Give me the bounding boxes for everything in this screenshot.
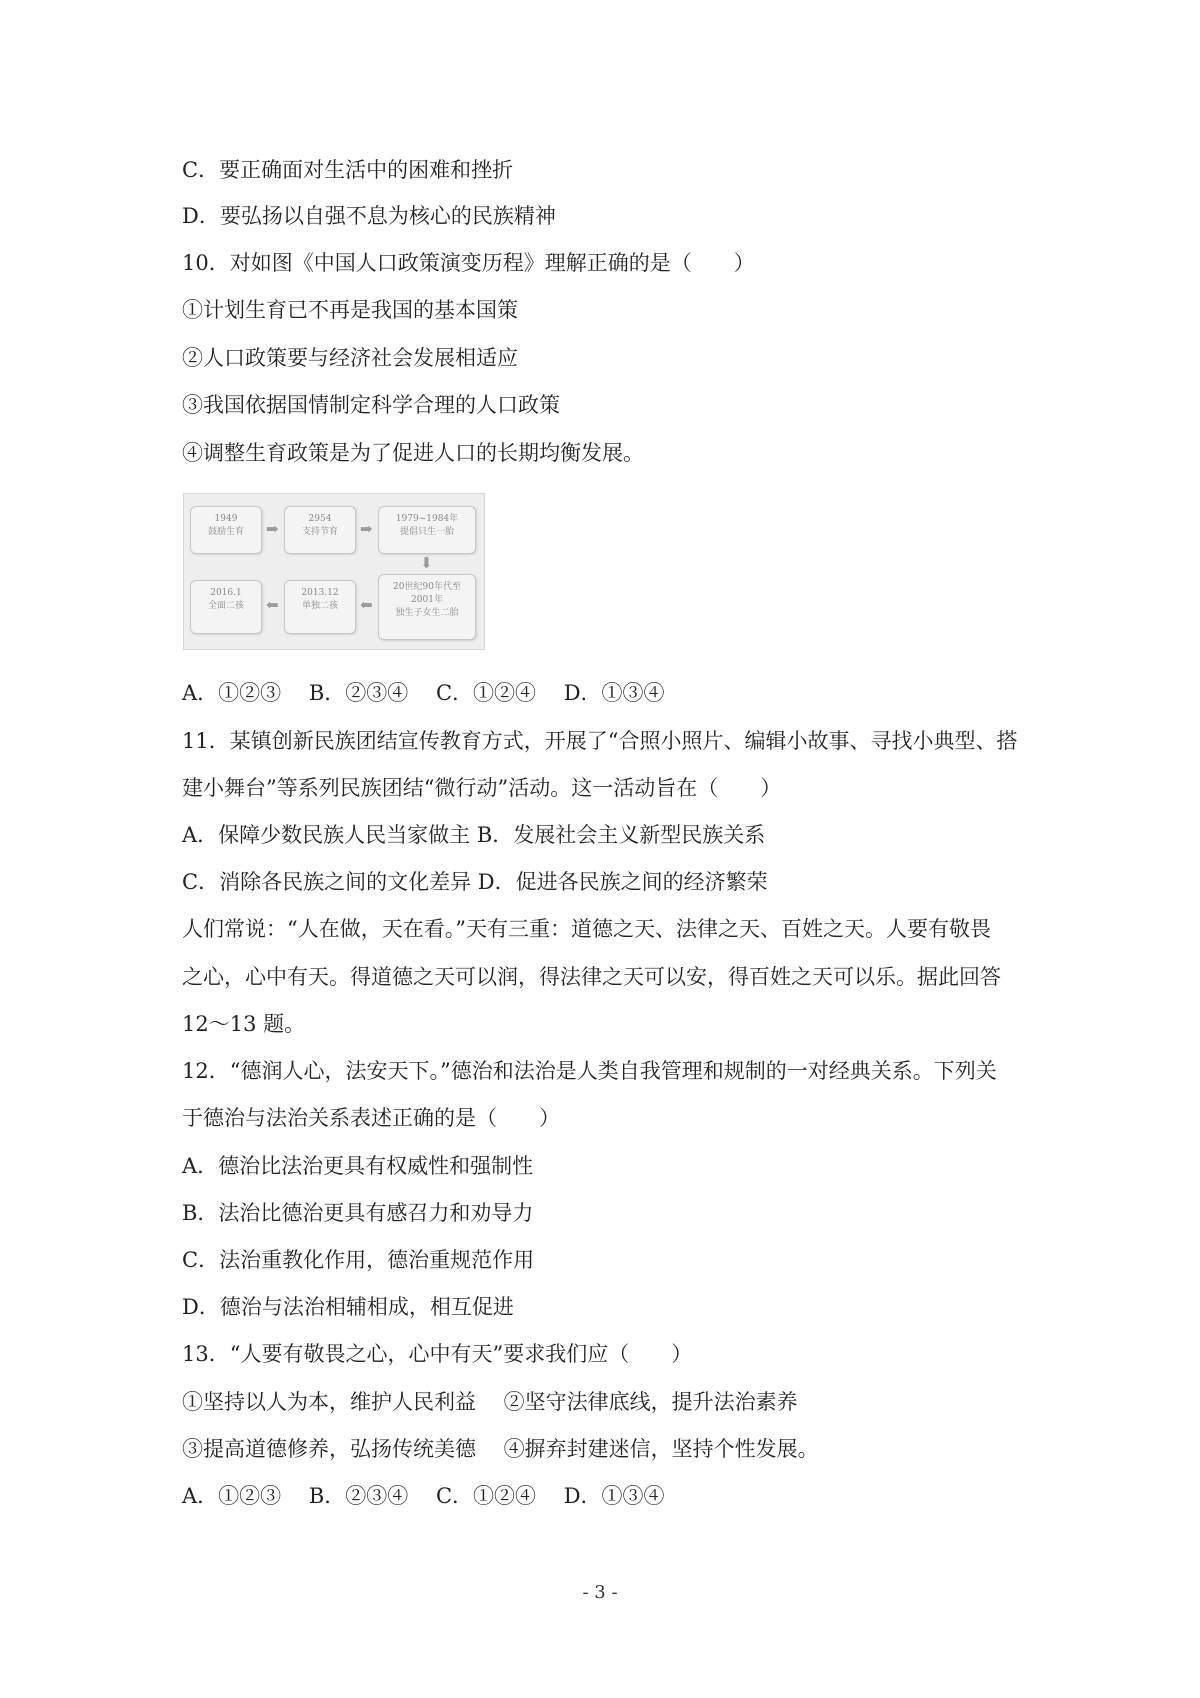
question-10-options: A．①②③ B．②③④ C．①②④ D．①③④	[182, 681, 665, 705]
question-13-statements-12: ①坚持以人为本，维护人民利益 ②坚守法律底线，提升法治素养	[182, 1390, 798, 1414]
question-12-stem-line2: 于德治与法治关系表述正确的是（ ）	[182, 1106, 560, 1130]
option-12c: C．法治重教化作用，德治重规范作用	[182, 1248, 535, 1272]
passage-line2: 之心，心中有天。得道德之天可以润，得法律之天可以安，得百姓之天可以乐。据此回答	[182, 965, 1001, 989]
figure-box-2013: 2013.12 单独二孩	[284, 580, 356, 634]
question-12-stem-line1: 12．“德润人心，法安天下。”德治和法治是人类自我管理和规制的一对经典关系。下列关	[182, 1059, 997, 1083]
question-11-options-ab: A．保障少数民族人民当家做主 B．发展社会主义新型民族关系	[182, 823, 766, 847]
option-12d: D．德治与法治相辅相成，相互促进	[182, 1295, 514, 1319]
option-9d: D．要弘扬以自强不息为核心的民族精神	[182, 204, 556, 228]
figure-box-1979: 1979~1984年 提倡只生一胎	[378, 506, 476, 554]
figure-box-1954: 2954 支持节育	[284, 506, 356, 554]
question-11-stem-line1: 11．某镇创新民族团结宣传教育方式，开展了“合照小照片、编辑小故事、寻找小典型、搭	[182, 729, 1018, 753]
figure-box-1949: 1949 鼓励生育	[190, 506, 262, 554]
population-policy-figure	[183, 493, 485, 650]
question-11-stem-line2: 建小舞台”等系列民族团结“微行动”活动。这一活动旨在（ ）	[182, 776, 782, 800]
question-13-stem: 13．“人要有敬畏之心，心中有天”要求我们应（ ）	[182, 1342, 693, 1366]
question-13-statements-34: ③提高道德修养，弘扬传统美德 ④摒弃封建迷信，坚持个性发展。	[182, 1437, 819, 1461]
arrow-left-icon: ⬅	[266, 596, 279, 614]
statement-3: ③我国依据国情制定科学合理的人口政策	[182, 393, 560, 417]
figure-box-1990s: 20世纪90年代至 2001年 独生子女生二胎	[378, 574, 476, 640]
option-12b: B．法治比德治更具有感召力和劝导力	[182, 1201, 534, 1225]
arrow-left-icon: ⬅	[360, 596, 373, 614]
question-10-stem: 10．对如图《中国人口政策演变历程》理解正确的是（ ）	[182, 251, 755, 275]
question-13-options: A．①②③ B．②③④ C．①②④ D．①③④	[182, 1484, 665, 1508]
question-11-options-cd: C．消除各民族之间的文化差异 D．促进各民族之间的经济繁荣	[182, 870, 768, 894]
statement-2: ②人口政策要与经济社会发展相适应	[182, 346, 518, 370]
option-9c: C．要正确面对生活中的困难和挫折	[182, 158, 514, 182]
statement-1: ①计划生育已不再是我国的基本国策	[182, 298, 518, 322]
passage-line1: 人们常说：“人在做，天在看。”天有三重：道德之天、法律之天、百姓之天。人要有敬畏	[182, 917, 991, 941]
passage-line3: 12～13 题。	[182, 1012, 306, 1036]
page-number: - 3 -	[582, 1582, 618, 1603]
figure-box-2016: 2016.1 全面二孩	[190, 580, 262, 634]
option-12a: A．德治比法治更具有权威性和强制性	[182, 1154, 534, 1178]
arrow-down-icon: ⬇	[420, 554, 433, 572]
arrow-right-icon: ➡	[360, 520, 373, 538]
arrow-right-icon: ➡	[266, 520, 279, 538]
statement-4: ④调整生育政策是为了促进人口的长期均衡发展。	[182, 441, 644, 465]
